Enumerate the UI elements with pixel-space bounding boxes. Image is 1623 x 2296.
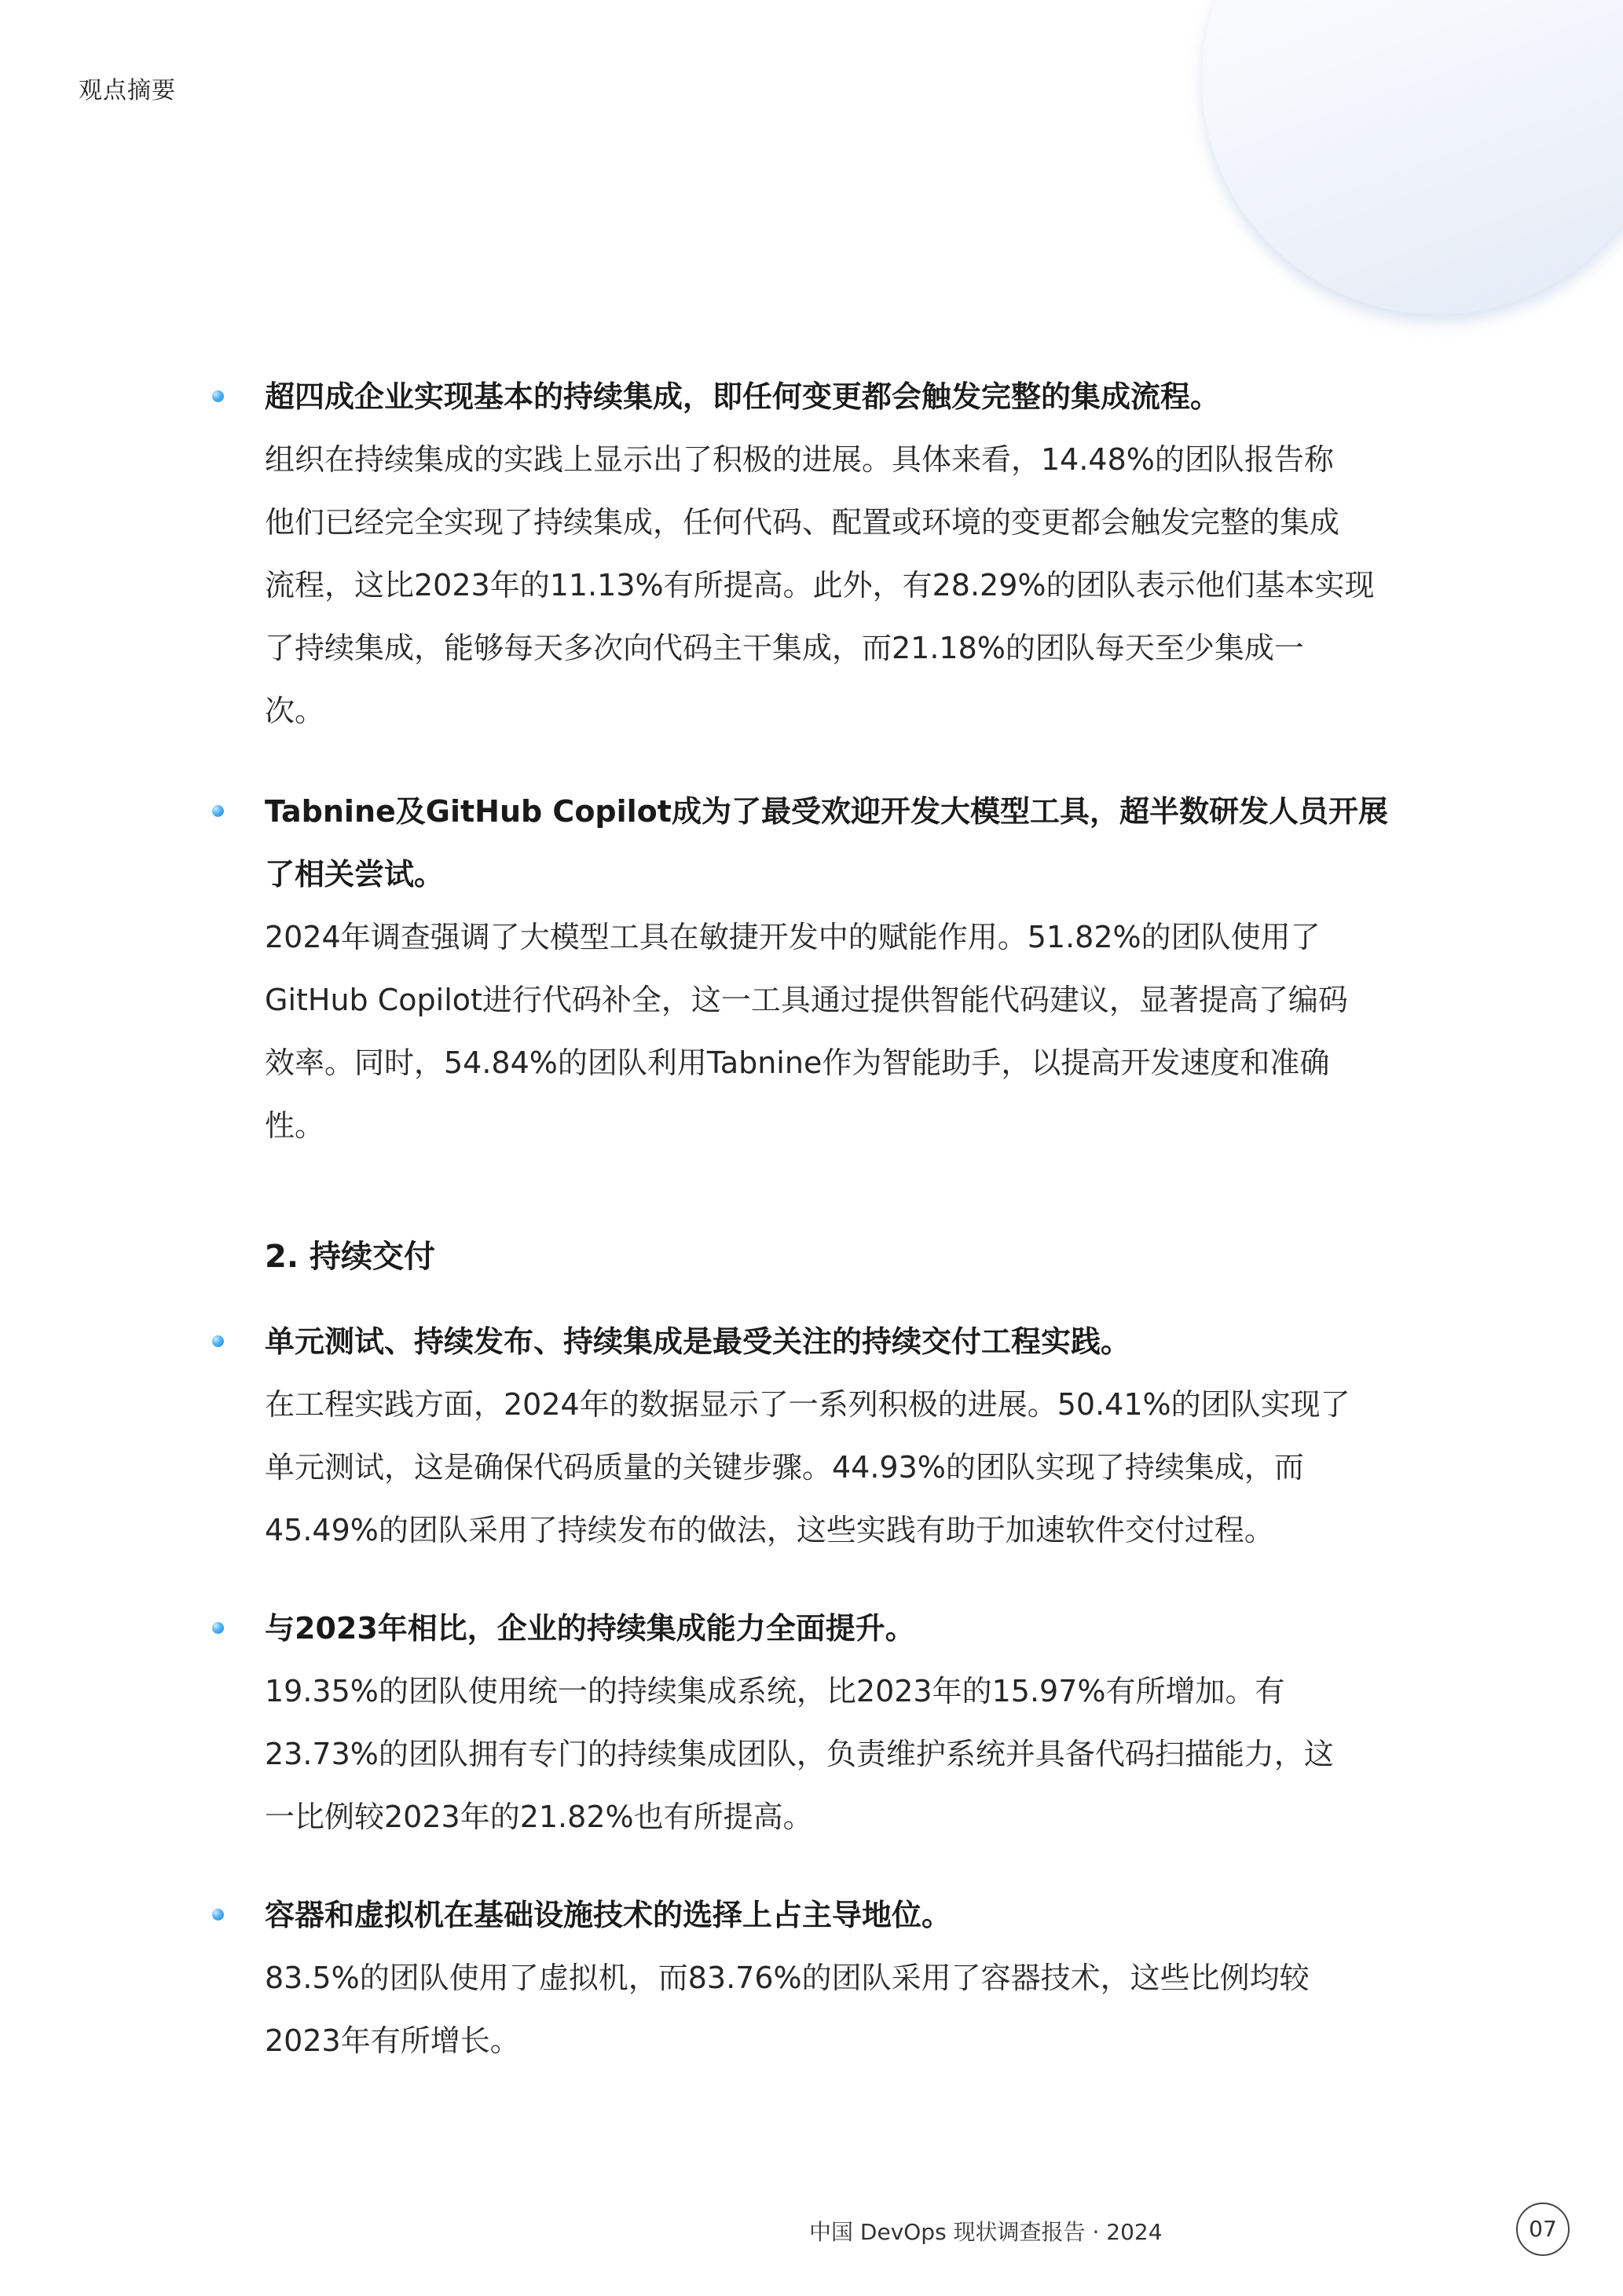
- bullet-icon: [212, 1335, 224, 1347]
- item-body: [265, 1946, 1420, 2072]
- body-line: 2023年有所增长。: [265, 2023, 520, 2058]
- footer-report-title: 中国 DevOps 现状调查报告 · 2024: [809, 2219, 1163, 2245]
- body-line: 他们已经完全实现了持续集成，任何代码、配置或环境的变更都会触发完整的集成: [265, 505, 1340, 540]
- item-title: 容器和虚拟机在基础设施技术的选择上占主导地位。: [265, 1898, 952, 1932]
- item-body: [265, 1660, 1420, 1848]
- body-line: 效率。同时，54.84%的团队利用Tabnine作为智能助手，以提高开发速度和准确: [265, 1045, 1330, 1080]
- item-title: 超四成企业实现基本的持续集成，即任何变更都会触发完整的集成流程。: [265, 379, 1221, 414]
- item-body: [265, 906, 1420, 1157]
- body-line: 45.49%的团队采用了持续发布的做法，这些实践有助于加速软件交付过程。: [265, 1513, 1274, 1547]
- item-title: 单元测试、持续发布、持续集成是最受关注的持续交付工程实践。: [265, 1324, 1131, 1359]
- summary-item: [225, 1597, 1420, 1848]
- bullet-icon: [212, 1622, 224, 1634]
- bullet-icon: [212, 805, 224, 817]
- section-label: 观点摘要: [79, 77, 176, 104]
- summary-item: [225, 365, 1420, 742]
- body-line: 19.35%的团队使用统一的持续集成系统，比2023年的15.97%有所增加。有: [265, 1674, 1285, 1708]
- body-line: 性。: [265, 1108, 325, 1143]
- body-line: 组织在持续集成的实践上显示出了积极的进展。具体来看，14.48%的团队报告称: [265, 442, 1334, 477]
- section-heading: 2. 持续交付: [265, 1239, 435, 1275]
- body-line: 23.73%的团队拥有专门的持续集成团队，负责维护系统并具备代码扫描能力，这: [265, 1737, 1334, 1771]
- item-title-continued: 了相关尝试。: [265, 857, 445, 892]
- item-body: [265, 428, 1420, 742]
- body-line: 2024年调查强调了大模型工具在敏捷开发中的赋能作用。51.82%的团队使用了: [265, 920, 1321, 954]
- body-line: 在工程实践方面，2024年的数据显示了一系列积极的进展。50.41%的团队实现了: [265, 1387, 1350, 1422]
- summary-item: [225, 780, 1420, 1157]
- bullet-icon: [212, 1909, 224, 1921]
- page-number: 07: [1516, 2203, 1570, 2256]
- body-line: 83.5%的团队使用了虚拟机，而83.76%的团队采用了容器技术，这些比例均较: [265, 1961, 1310, 1995]
- item-title: 与2023年相比，企业的持续集成能力全面提升。: [265, 1611, 915, 1646]
- bullet-icon: [212, 390, 224, 402]
- body-line: GitHub Copilot进行代码补全，这一工具通过提供智能代码建议，显著提高了编码: [265, 983, 1348, 1017]
- item-body: [265, 1373, 1420, 1562]
- body-line: 单元测试，这是确保代码质量的关键步骤。44.93%的团队实现了持续集成，而: [265, 1450, 1304, 1485]
- summary-item: [225, 1310, 1420, 1562]
- body-line: 了持续集成，能够每天多次向代码主干集成，而21.18%的团队每天至少集成一: [265, 631, 1304, 665]
- body-line: 流程，这比2023年的11.13%有所提高。此外，有28.29%的团队表示他们基本实现: [265, 568, 1375, 602]
- item-title: Tabnine及GitHub Copilot成为了最受欢迎开发大模型工具，超半数研发人员开展: [265, 794, 1388, 829]
- body-line: 次。: [265, 694, 325, 728]
- body-line: 一比例较2023年的21.82%也有所提高。: [265, 1800, 813, 1834]
- decorative-circle: [1202, 0, 1623, 314]
- summary-item: [225, 1884, 1420, 2072]
